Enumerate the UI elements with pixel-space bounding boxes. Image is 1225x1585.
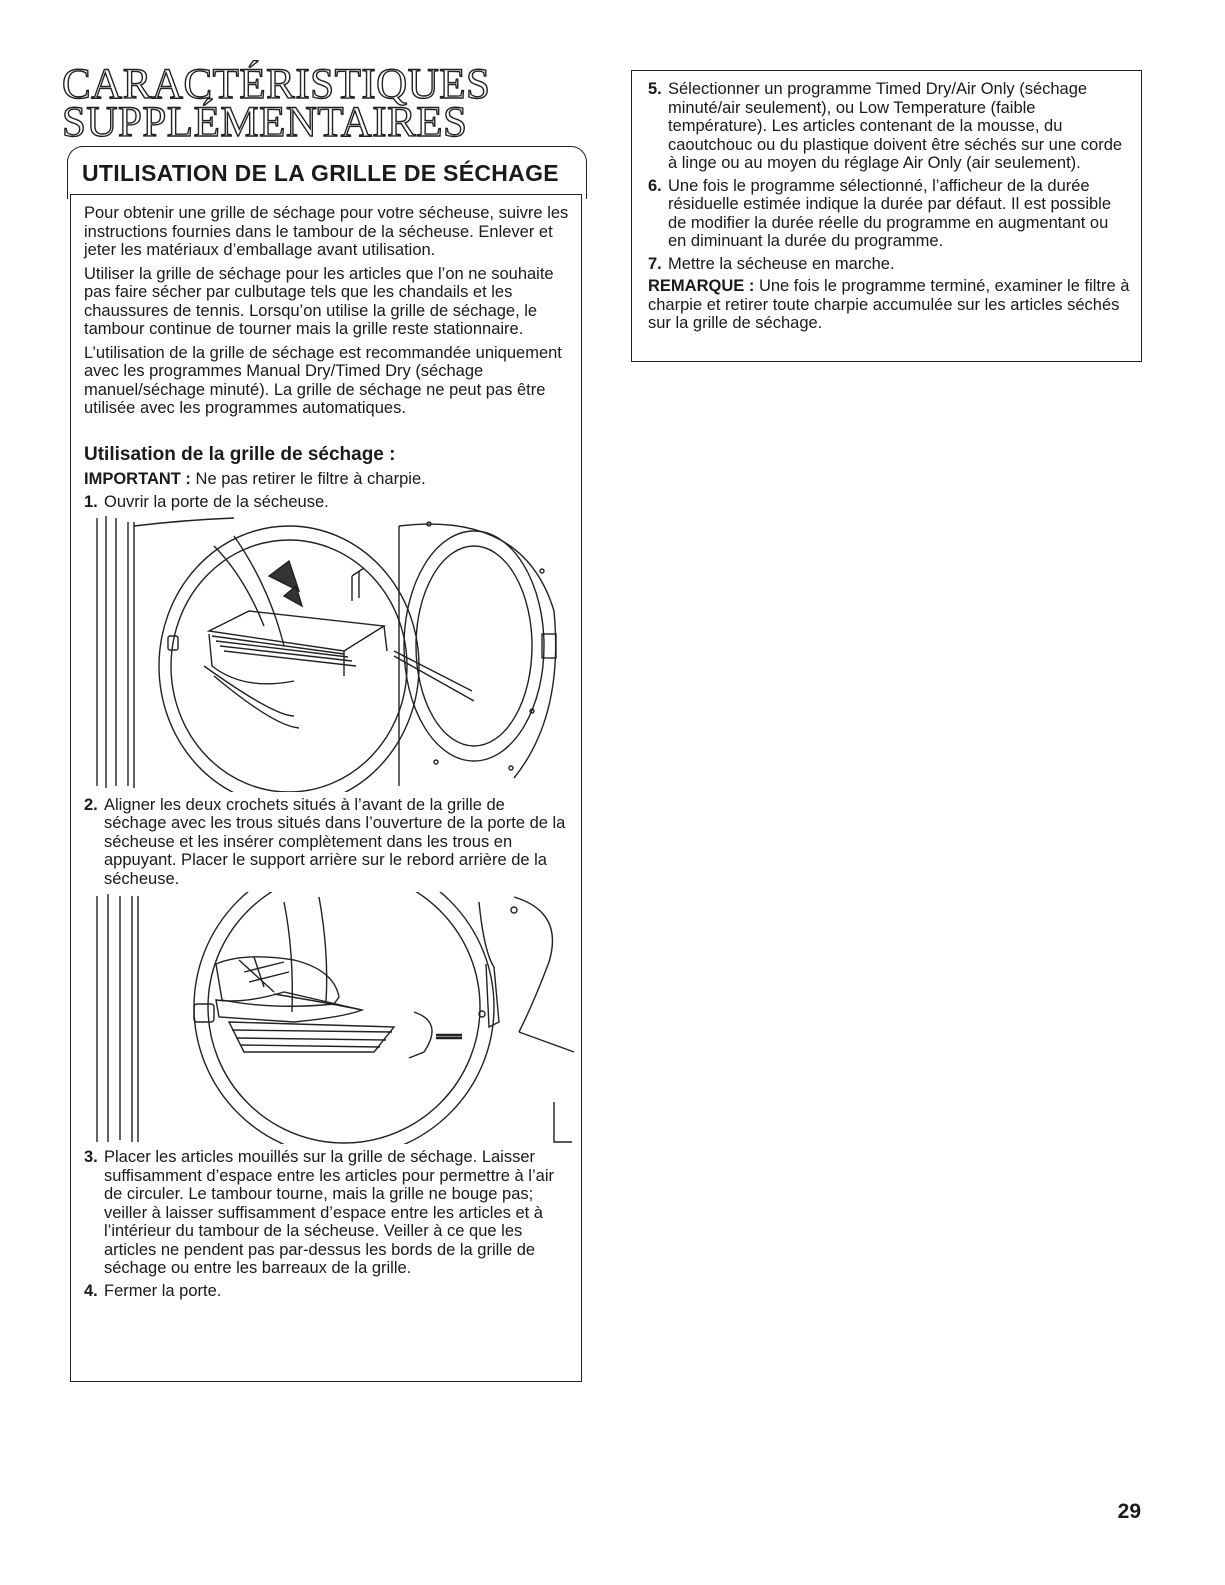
step-text: Sélectionner un programme Timed Dry/Air Only (séchage minuté/air seulement), ou Low Temperature (faible température). Les articles contenant de la mousse, du caoutchouc ou du plastique doivent être séchés sur une corde à linge ou au moyen du réglage Air Only (air seulement). <box>668 80 1123 172</box>
page-number: 29 <box>1117 1500 1141 1523</box>
heading-line-1: CARACTÉRISTIQUES <box>62 61 491 108</box>
intro-paragraph-3: L’utilisation de la grille de séchage est recommandée uniquement avec les programmes Manual Dry/Timed Dry (séchage manuel/séchage minuté). La grille de séchage ne peut pas être utilisée avec les programmes automatiques. <box>84 343 562 417</box>
remark-text: Une fois le programme terminé, examiner le filtre à charpie et retirer toute charpie accumulée sur les articles séchés sur la grille de séchage. <box>648 277 1130 332</box>
step-number: 7. <box>648 254 662 273</box>
step-text: Une fois le programme sélectionné, l’afficheur de la durée résiduelle estimée indique la durée par défaut. Il est possible de modifier la durée réelle du programme en augmentant ou en diminuant la durée du programme. <box>668 176 1112 250</box>
step-1 <box>84 493 570 512</box>
step-text: Aligner les deux crochets situés à l’avant de la grille de séchage avec les trous situés dans l’ouverture de la porte de la sécheuse et les insérer complètement dans les trous en appuyant. Placer le support arrière sur le rebord arrière de la sécheuse. <box>104 795 566 888</box>
step-7 <box>648 255 1130 274</box>
remark-label: REMARQUE : <box>648 277 755 295</box>
section-title: UTILISATION DE LA GRILLE DE SÉCHAGE <box>82 160 559 186</box>
dryer-rack-illustration-2 <box>94 892 574 1144</box>
step-text: Fermer la porte. <box>104 1281 222 1300</box>
important-label: IMPORTANT : <box>84 469 191 488</box>
step-number: 2. <box>84 795 98 814</box>
subheading: Utilisation de la grille de séchage : <box>84 443 396 465</box>
step-number: 4. <box>84 1281 98 1300</box>
step-number: 5. <box>648 80 662 98</box>
step-4 <box>84 1282 570 1301</box>
step-number: 3. <box>84 1148 98 1166</box>
important-note <box>84 470 570 489</box>
intro-paragraph-1: Pour obtenir une grille de séchage pour votre sécheuse, suivre les instructions fournies dans le tambour de la sécheuse. Enlever et jeter les matériaux d’emballage avant utilisation. <box>84 204 569 259</box>
step-text: Ouvrir la porte de la sécheuse. <box>104 493 329 511</box>
right-column <box>648 80 1130 338</box>
dryer-rack-illustration-1 <box>94 516 574 792</box>
left-column <box>84 204 570 1304</box>
step-2 <box>84 796 570 889</box>
intro-paragraph-2: Utiliser la grille de séchage pour les articles que l’on ne souhaite pas faire sécher par culbutage tels que les chandails et les chaussures de tennis. Lorsqu’on utilise la grille de séchage, le tambour continue de tourner mais la grille reste stationnaire. <box>84 264 554 338</box>
page-heading <box>62 61 491 146</box>
heading-line-2: SUPPLÉMENTAIRES <box>62 99 468 146</box>
step-6 <box>648 177 1130 251</box>
step-3 <box>84 1148 570 1278</box>
step-text: Mettre la sécheuse en marche. <box>668 254 895 273</box>
step-number: 6. <box>648 176 662 195</box>
step-number: 1. <box>84 493 98 511</box>
remark-note <box>648 277 1130 333</box>
important-text: Ne pas retirer le filtre à charpie. <box>195 469 426 488</box>
step-text: Placer les articles mouillés sur la grille de séchage. Laisser suffisamment d’espace entre les articles pour permettre à l’air de circuler. Le tambour tourne, mais la grille ne bouge pas; veiller à laisser suffisamment d’espace entre les articles et à l’intérieur du tambour de la sécheuse. Veiller à ce que les articles ne pendent pas par-dessus les bords de la grille de séchage ou entre les barreaux de la grille. <box>104 1148 554 1277</box>
step-5 <box>648 80 1130 173</box>
